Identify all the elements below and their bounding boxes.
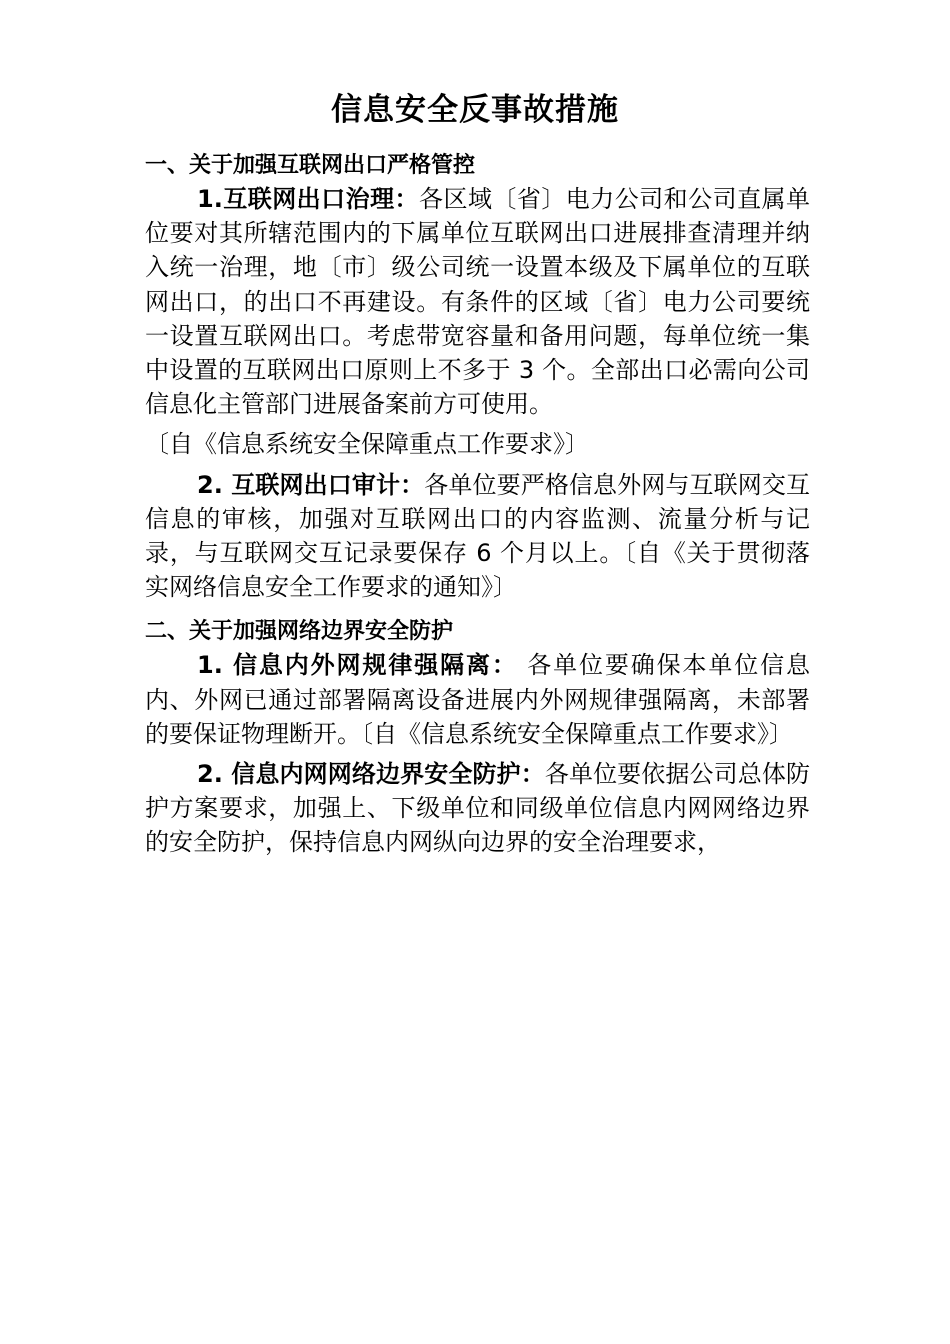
paragraph-text: 各区域〔省〕电力公司和公司直属单位要对其所辖范围内的下属单位互联网出口进展排查清理并纳入统一治理，地〔市〕级公司统一设置本级及下属单位的互联网出口，的出口不再建设。有条件的区域〔省〕电力公司要统一设置互联网出口。考虑带宽容量和备用问题，每单位统一集中设置的互联网出口原则上不多于 3 个。全部出口必需向公司信息化主管部门进展备案前方可使用。 — [145, 185, 810, 419]
paragraph — [145, 182, 810, 421]
paragraph-lead: 2. 互联网出口审计： — [197, 470, 425, 499]
paragraph-lead: 1. 信息内外网规律强隔离： — [197, 651, 518, 680]
paragraph — [145, 468, 810, 605]
paragraph-text: 各单位要依据公司总体防护方案要求，加强上、下级单位和同级单位信息内网网络边界的安全防护，保持信息内网纵向边界的安全治理要求， — [145, 760, 811, 857]
paragraph-text: 各单位要确保本单位信息内、外网已通过部署隔离设备进展内外网规律强隔离，未部署的要保证物理断开。〔自《信息系统安全保障重点工作要求》〕 — [145, 651, 811, 748]
section-1 — [145, 150, 810, 604]
paragraph-source: 〔自《信息系统安全保障重点工作要求》〕 — [145, 430, 589, 459]
section-2 — [145, 616, 810, 859]
paragraph — [145, 648, 810, 751]
paragraph — [145, 757, 810, 860]
paragraph-lead: 2. 信息内网网络边界安全防护： — [197, 760, 545, 789]
section-heading: 一、关于加强互联网出口严格管控 — [145, 153, 476, 178]
document-body — [145, 150, 810, 860]
paragraph-text: 各单位要严格信息外网与互联网交互信息的审核，加强对互联网出口的内容监测、流量分析与记录，与互联网交互记录要保存 6 个月以上。〔自《关于贯彻落实网络信息安全工作要求的通知》〕 — [145, 470, 811, 602]
spacer — [145, 604, 810, 616]
document-title: 信息安全反事故措施 — [331, 92, 619, 128]
section-heading: 二、关于加强网络边界安全防护 — [145, 619, 454, 645]
paragraph-lead: 1.互联网出口治理： — [197, 185, 420, 213]
